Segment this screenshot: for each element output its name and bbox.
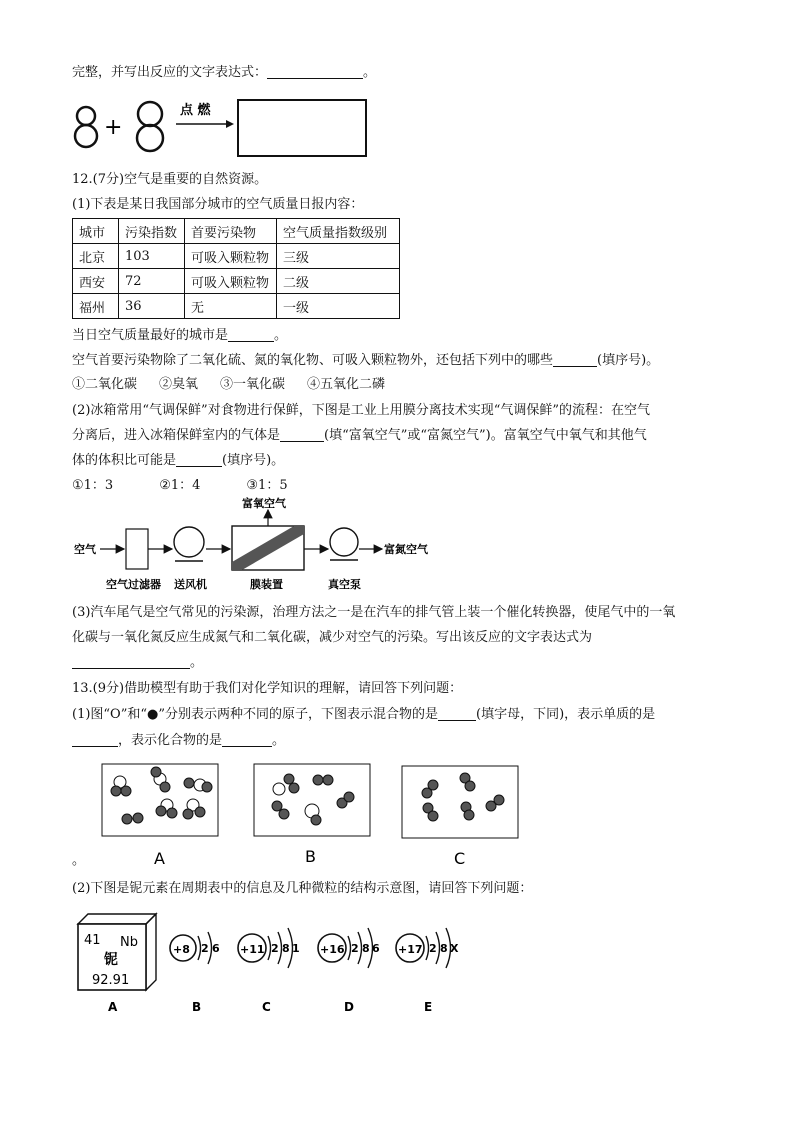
reactant-molecule-2 [137, 102, 163, 151]
option-item: ①1：3 [72, 478, 114, 493]
struct-label-a: A [108, 1000, 118, 1014]
q12-p3-line2: 化碳与一氧化氮反应生成氮气和二氧化碳，减少对空气的污染。写出该反应的文字表达式为 [72, 630, 593, 645]
struct-label-c: C [262, 1000, 271, 1014]
membrane-label: 膜装置 [250, 578, 283, 591]
shell-count: X [450, 942, 459, 955]
table-cell: 福州 [73, 294, 119, 319]
table-cell: 一级 [277, 294, 400, 319]
q13-title: 13.(9分)借助模型有助于我们对化学知识的理解，请回答下列问题： [72, 681, 463, 696]
element-blank[interactable] [72, 732, 118, 747]
atomic-mass: 92.91 [92, 973, 130, 988]
q13-p2-text: (2)下图是铌元素在周期表中的信息及几种微粒的结构示意图，请回答下列问题： [72, 881, 533, 896]
table-cell: 103 [119, 244, 185, 269]
table-header-cell: 首要污染物 [185, 219, 277, 244]
model-box-b [254, 764, 370, 836]
shell-count: 2 [351, 942, 359, 955]
table-cell: 西安 [73, 269, 119, 294]
ratio-blank[interactable] [176, 452, 222, 467]
model-label-a: A [154, 849, 165, 868]
q11-tail-text: 完整，并写出反应的文字表达式： [72, 65, 268, 80]
membrane-flow-diagram [72, 496, 442, 592]
q12-pollutant-line [72, 352, 659, 370]
table-cell: 北京 [73, 244, 119, 269]
model-box-a [102, 764, 218, 836]
q12-p1-intro: (1)下表是某日我国部分城市的空气质量日报内容： [72, 197, 364, 212]
mixture-blank[interactable] [438, 706, 476, 721]
q11-tail-end: 。 [363, 65, 377, 80]
pump-label: 真空泵 [328, 578, 361, 591]
gas-prompt: 分离后，进入冰箱保鲜室内的气体是 [72, 428, 281, 443]
pollutant-end: (填序号)。 [597, 353, 660, 368]
atomic-number: 41 [84, 933, 101, 948]
plus-sign: + [104, 115, 123, 140]
table-header-cell: 城市 [73, 219, 119, 244]
filter-label: 空气过滤器 [106, 578, 161, 591]
model-box-c [402, 766, 518, 838]
table-row [73, 244, 400, 269]
best-city-blank[interactable] [228, 327, 274, 342]
blower-label: 送风机 [174, 578, 207, 591]
best-city-prompt: 当日空气质量最好的城市是 [72, 328, 229, 343]
q12-p3-line1: (3)汽车尾气是空气常见的污染源，治理方法之一是在汽车的排气管上装一个催化转换器，使尾气中的一氧 [72, 605, 676, 620]
air-filter-box [126, 529, 148, 569]
product-box[interactable] [238, 100, 366, 156]
membrane-stripe [232, 526, 304, 570]
table-row [73, 269, 400, 294]
oxygen-rich-label: 富氧空气 [242, 497, 286, 510]
ratio-prompt: 体的体积比可能是 [72, 453, 177, 468]
table-row [73, 294, 400, 319]
reaction-arrow-head [226, 120, 234, 128]
compound-blank[interactable] [222, 732, 272, 747]
q12-p2-line3 [72, 452, 284, 470]
reactant-molecule-1 [75, 107, 97, 147]
atomic-structure-figure [72, 908, 472, 1018]
option-item: ④五氧化二磷 [307, 377, 386, 392]
q12-title: 12.(7分)空气是重要的自然资源。 [72, 172, 268, 187]
q13-p1-line1 [72, 706, 655, 724]
table-cell: 可吸入颗粒物 [185, 244, 277, 269]
option-item: ①二氧化碳 [72, 377, 138, 392]
table-header-row [73, 219, 400, 244]
shell-count: 8 [440, 942, 448, 955]
element-prompt: (填字母，下同)，表示单质的是 [476, 707, 656, 722]
q12-p2-line1: (2)冰箱常用“气调保鲜”对食物进行保鲜，下图是工业上用膜分离技术实现“气调保鲜”的流程：在空气 [72, 403, 650, 418]
shell-count: 1 [292, 942, 300, 955]
option-item: ③1：5 [246, 478, 288, 493]
q11-answer-blank[interactable] [267, 64, 363, 79]
shell-count: 8 [282, 942, 290, 955]
ratio-end: (填序号)。 [222, 453, 285, 468]
table-cell: 三级 [277, 244, 400, 269]
table-header-cell: 空气质量指数级别 [277, 219, 400, 244]
exhaust-equation-blank[interactable] [72, 654, 190, 669]
best-city-end: 。 [274, 328, 288, 343]
q12-p2-line2 [72, 427, 647, 445]
element-symbol: Nb [120, 935, 138, 950]
struct-label-e: E [424, 1000, 433, 1014]
struct-label-d: D [344, 1000, 354, 1014]
struct-label-b: B [192, 1000, 202, 1014]
q13-p1-line2 [72, 732, 285, 750]
q11-tail-line [72, 64, 376, 82]
nucleus-charge: +16 [320, 943, 345, 956]
table-cell: 72 [119, 269, 185, 294]
compound-end: 。 [272, 733, 286, 748]
nitrogen-rich-label: 富氮空气 [384, 543, 428, 556]
mixture-prompt: (1)图“O”和“●”分别表示两种不同的原子，下图表示混合物的是 [72, 707, 438, 722]
nucleus-charge: +11 [240, 943, 265, 956]
q12-options-2 [72, 477, 288, 495]
option-item: ②臭氧 [159, 377, 199, 392]
model-label-c: C [454, 849, 466, 868]
q12-options-1 [72, 376, 385, 394]
element-name: 铌 [104, 952, 118, 968]
vacuum-pump-icon [330, 528, 358, 556]
shell-count: 6 [212, 942, 220, 955]
table-cell: 可吸入颗粒物 [185, 269, 277, 294]
shell-count: 2 [201, 942, 209, 955]
table-cell: 无 [185, 294, 277, 319]
gas-hint: (填“富氧空气”或“富氮空气”)。富氧空气中氧气和其他气 [324, 428, 647, 443]
molecular-models [72, 760, 532, 870]
table-header-cell: 污染指数 [119, 219, 185, 244]
option-item: ③一氧化碳 [220, 377, 286, 392]
shell-count: 2 [429, 942, 437, 955]
pollutant-prompt: 空气首要污染物除了二氧化硫、氮的氧化物、可吸入颗粒物外，还包括下列中的哪些 [72, 353, 554, 368]
pollutant-blank[interactable] [553, 352, 597, 367]
stray-mark: 。 [72, 853, 86, 868]
compound-prompt: ，表示化合物的是 [118, 733, 223, 748]
table-cell: 二级 [277, 269, 400, 294]
p3-end: 。 [190, 655, 204, 670]
option-item: ②1：4 [159, 478, 201, 493]
shell-count: 8 [362, 942, 370, 955]
shell-count: 2 [271, 942, 279, 955]
shell-count: 6 [372, 942, 380, 955]
nucleus-charge: +17 [398, 943, 423, 956]
q12-p3-line3 [72, 654, 203, 672]
q11-reaction-diagram [70, 92, 370, 162]
gas-blank[interactable] [280, 427, 324, 442]
q12-best-city-line [72, 327, 287, 345]
ignition-condition: 点 燃 [180, 103, 211, 118]
blower-fan-icon [174, 527, 204, 557]
table-cell: 36 [119, 294, 185, 319]
flow-input-label: 空气 [74, 543, 96, 556]
model-label-b: B [305, 847, 316, 866]
air-quality-table [72, 218, 400, 319]
nucleus-charge: +8 [173, 943, 190, 956]
